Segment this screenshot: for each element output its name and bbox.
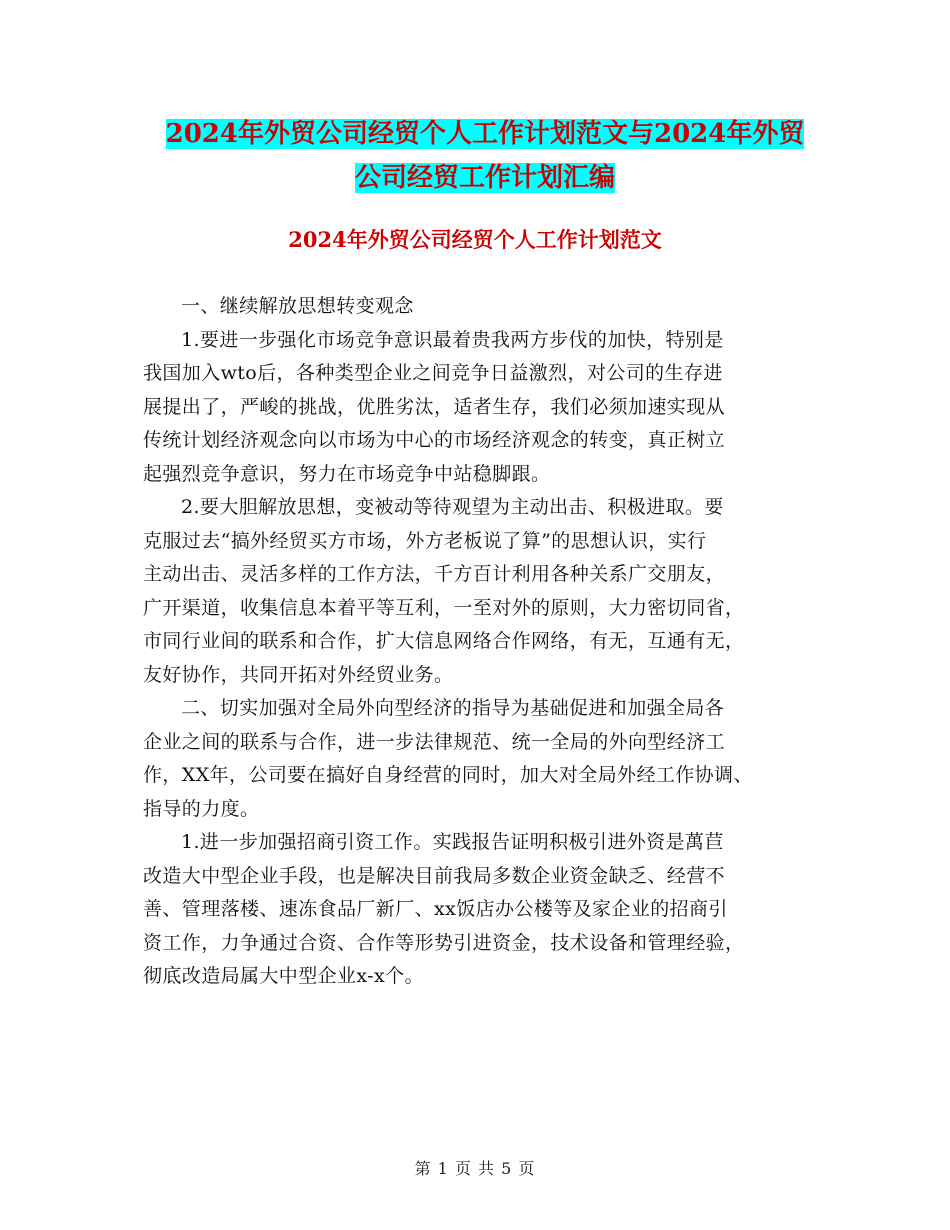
document-title <box>140 112 830 200</box>
body-line: 改造大中型企业手段，也是解决目前我局多数企业资金缺乏、经营不 <box>143 864 726 887</box>
body-line: 友好协作，共同开拓对外经贸业务。 <box>143 663 454 686</box>
body-line: 彻底改造局属大中型企业x-x个。 <box>143 965 424 987</box>
body-line: 资工作，力争通过合资、合作等形势引进资金，技术设备和管理经验， <box>143 931 745 954</box>
body-line: 1.要进一步强化市场竞争意识最着贵我两方步伐的加快，特别是 <box>181 328 724 351</box>
body-line: 二、切实加强对全局外向型经济的指导为基础促进和加强全局各 <box>181 697 725 719</box>
body-line: 作，XX年，公司要在搞好自身经营的同时，加大对全局外经工作协调、 <box>143 764 753 786</box>
section-heading: 2024年外贸公司经贸个人工作计划范文 <box>288 227 662 252</box>
body-line: 市同行业间的联系和合作，扩大信息网络合作网络，有无，互通有无， <box>143 630 745 652</box>
body-line: 传统计划经济观念向以市场为中心的市场经济观念的转变，真正树立 <box>143 429 726 451</box>
body-line: 我国加入wto后，各种类型企业之间竞争日益激烈，对公司的生存进 <box>143 362 723 384</box>
document-body <box>143 290 823 994</box>
body-line: 2.要大胆解放思想，变被动等待观望为主动出击、积极进取。要 <box>181 496 724 518</box>
title-line-1: 2024年外贸公司经贸个人工作计划范文与2024年外贸 <box>165 119 805 149</box>
body-line: 一、继续解放思想转变观念 <box>181 295 414 317</box>
title-line-2: 公司经贸工作计划汇编 <box>354 163 615 193</box>
body-line: 展提出了，严峻的挑战，优胜劣汰，适者生存，我们必须加速实现从 <box>143 395 726 418</box>
body-line: 善、管理落楼、速冻食品厂新厂、xx饭店办公楼等及家企业的招商引 <box>143 898 728 920</box>
body-line: 克服过去“搞外经贸买方市场，外方老板说了算”的思想认识，实行 <box>143 529 707 552</box>
body-line: 广开渠道，收集信息本着平等互利，一至对外的原则，大力密切同省， <box>143 596 745 619</box>
body-line: 企业之间的联系与合作，进一步法律规范、统一全局的外向型经济工 <box>143 730 726 753</box>
page-footer: 第 1 页 共 5 页 <box>414 1159 536 1178</box>
body-line: 起强烈竞争意识，努力在市场竞争中站稳脚跟。 <box>143 462 551 485</box>
body-line: 1.进一步加强招商引资工作。实践报告证明积极引进外资是萬苣 <box>181 831 724 853</box>
body-line: 指导的力度。 <box>143 797 260 820</box>
body-line: 主动出击、灵活多样的工作方法，千方百计利用各种关系广交朋友， <box>143 563 726 585</box>
